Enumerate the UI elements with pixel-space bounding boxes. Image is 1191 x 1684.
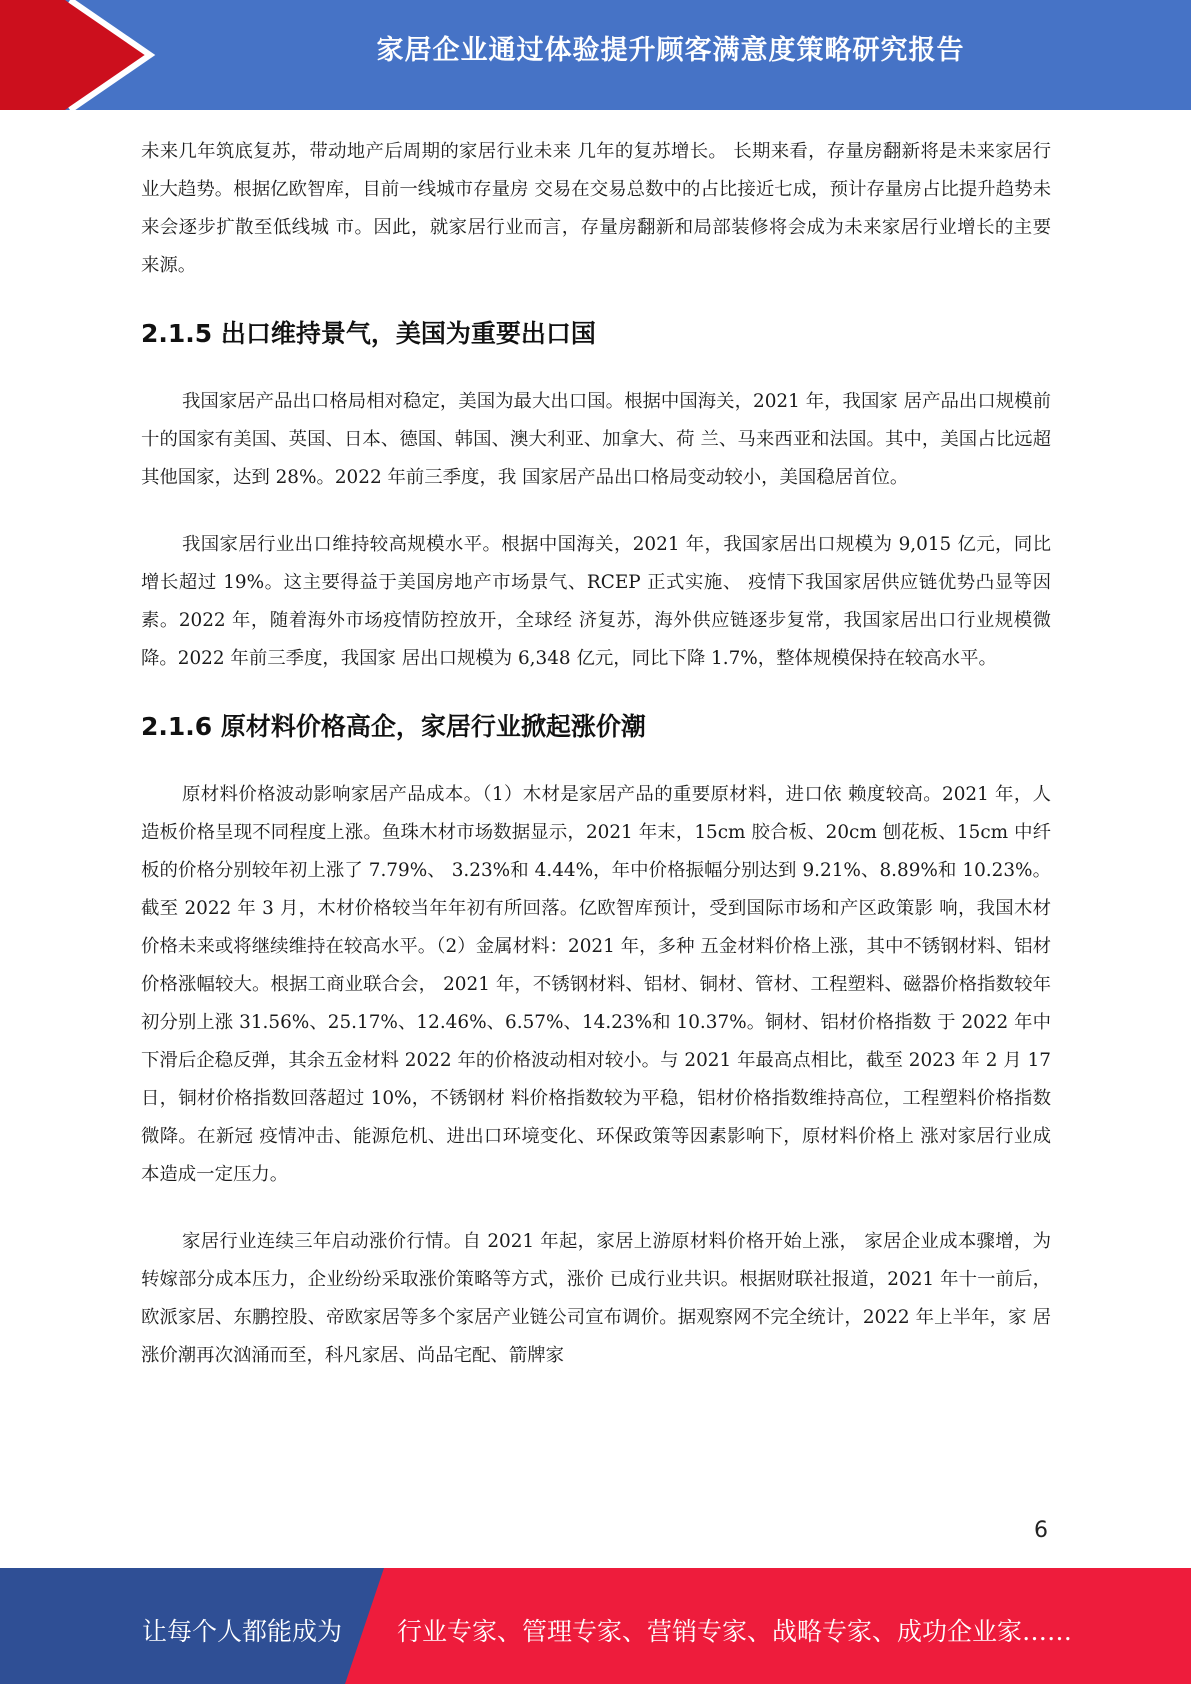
paragraph-export-scale: 我国家居行业出口维持较高规模水平。根据中国海关，2021 年，我国家居出口规模为 9,015 亿元，同比增长超过 19%。这主要得益于美国房地产市场景气、RCEP 正式实施、 疫情下我国家居供应链优势凸显等因素。2022 年，随着海外市场疫情防控放开，全球经 济复苏，海外供应链逐步复常，我国家居出口行业规模微降。2022 年前三季度，我国家 居出口规模为 6,348 亿元，同比下降 1.7%，整体规模保持在较高水平。 — [141, 534, 1051, 669]
section-heading-2-1-5: 2.1.5 出口维持景气，美国为重要出口国 — [141, 319, 596, 348]
paragraph-intro: 未来几年筑底复苏，带动地产后周期的家居行业未来 几年的复苏增长。 长期来看，存量房翻新将是未来家居行业大趋势。根据亿欧智库，目前一线城市存量房 交易在交易总数中的占比接近七成，预计存量房占比提升趋势未来会逐步扩散至低线城 市。因此，就家居行业而言，存量房翻新和局部装修将会成为未来家居行业增长的主要 来源。 — [141, 141, 1051, 276]
header-title: 家居企业通过体验提升顾客满意度策略研究报告 — [376, 35, 965, 66]
paragraph-price-hike: 家居行业连续三年启动涨价行情。自 2021 年起，家居上游原材料价格开始上涨， 家居企业成本骤增，为转嫁部分成本压力，企业纷纷采取涨价策略等方式，涨价 已成行业共识。根据财联社报道，2021 年十一前后，欧派家居、东鹏控股、帝欧家居等多个家居产业链公司宣布调价。据观察网不完全统计，2022 年上半年，家 居涨价潮再次汹涌而至，科凡家居、尚品宅配、箭牌家 — [141, 1231, 1051, 1366]
page-number: 6 — [1034, 1518, 1048, 1543]
page-footer — [0, 1568, 1191, 1684]
footer-slogan-right: 行业专家、管理专家、营销专家、战略专家、成功企业家…… — [397, 1617, 1073, 1646]
page-header — [0, 0, 1191, 110]
section-heading-2-1-6: 2.1.6 原材料价格高企，家居行业掀起涨价潮 — [141, 712, 646, 741]
paragraph-raw-material: 原材料价格波动影响家居产品成本。（1）木材是家居产品的重要原材料，进口依 赖度较高。2021 年，人造板价格呈现不同程度上涨。鱼珠木材市场数据显示，2021 年末，15cm 胶合板、20cm 刨花板、15cm 中纤板的价格分别较年初上涨了 7.79%、 3.23%和 4.44%，年中价格振幅分别达到 9.21%、8.89%和 10.23%。截至 2022 年 3 月，木材价格较当年年初有所回落。亿欧智库预计，受到国际市场和产区政策影 响，我国木材价格未来或将继续维持在较高水平。（2）金属材料：2021 年，多种 五金材料价格上涨，其中不锈钢材料、铝材价格涨幅较大。根据工商业联合会， 2021 年，不锈钢材料、铝材、铜材、管材、工程塑料、磁器价格指数较年初分别上涨 31.56%、25.17%、12.46%、6.57%、14.23%和 10.37%。铜材、铝材价格指数 于 2022 年中下滑后企稳反弹，其余五金材料 2022 年的价格波动相对较小。与 2021 年最高点相比，截至 2023 年 2 月 17 日，铜材价格指数回落超过 10%，不锈钢材 料价格指数较为平稳，铝材价格指数维持高位，工程塑料价格指数微降。在新冠 疫情冲击、能源危机、进出口环境变化、环保政策等因素影响下，原材料价格上 涨对家居行业成本造成一定压力。 — [141, 784, 1051, 1185]
paragraph-export-pattern: 我国家居产品出口格局相对稳定，美国为最大出口国。根据中国海关，2021 年，我国家 居产品出口规模前十的国家有美国、英国、日本、德国、韩国、澳大利亚、加拿大、荷 兰、马来西亚和法国。其中，美国占比远超其他国家，达到 28%。2022 年前三季度，我 国家居产品出口格局变动较小，美国稳居首位。 — [141, 391, 1051, 488]
page-body — [141, 133, 1051, 1375]
footer-slogan-left: 让每个人都能成为 — [142, 1617, 343, 1646]
